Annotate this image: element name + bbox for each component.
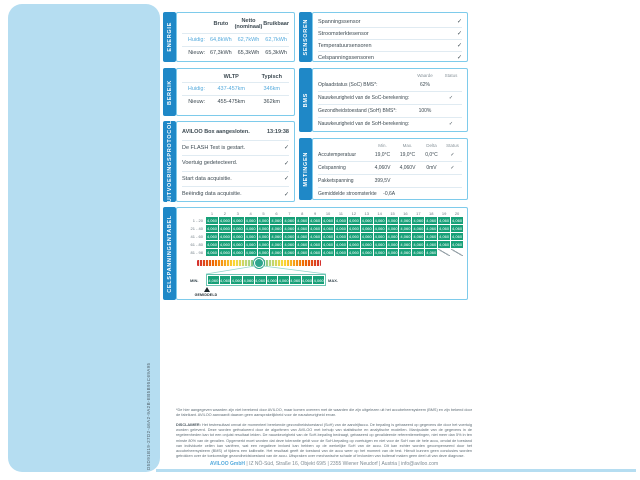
cell-col-header: 17 — [416, 211, 421, 216]
bms-header-row — [318, 72, 462, 79]
check-icon: ✓ — [283, 160, 289, 167]
cell-voltage: 4,060 — [232, 242, 243, 247]
meting-min: 4,060V — [374, 165, 391, 171]
metingen-row — [318, 162, 462, 175]
check-icon: ✓ — [283, 145, 289, 152]
cell-voltage: 4,060 — [206, 234, 217, 239]
sensor-label: Celspanningssensoren — [318, 54, 374, 61]
footer-brand: AVILOO GmbH — [209, 461, 246, 467]
min-label: MIN. — [190, 278, 199, 283]
section-label: BEREIK — [166, 79, 173, 105]
cell-voltage: 4,060 — [245, 250, 256, 255]
cell-voltage: 4,060 — [297, 250, 308, 255]
check-icon: ✓ — [450, 165, 455, 171]
cell-voltage: 4,060 — [374, 226, 385, 231]
cell-voltage: 4,060 — [374, 250, 385, 255]
legend-cell: 4,060 — [266, 277, 277, 283]
section-bar-energie — [163, 12, 176, 62]
cell-voltage: 4,060 — [206, 226, 217, 231]
cell-col-header: 16 — [403, 211, 408, 216]
cell-voltage: 4,060 — [361, 234, 372, 239]
cell-voltage: 4,060 — [439, 218, 450, 223]
cell-voltage: 4,060 — [310, 250, 321, 255]
meting-max: 19,0°C — [399, 152, 416, 158]
cell-col-header: 13 — [364, 211, 369, 216]
col-header: Status — [446, 143, 459, 148]
cell-voltage: 4,060 — [413, 226, 424, 231]
legend-cell: 4,060 — [301, 277, 312, 283]
cell-voltage: 4,060 — [219, 234, 230, 239]
section-bar-protocol — [163, 121, 176, 202]
cell-row-label: 61 - 80 — [190, 242, 203, 247]
cell-col-header: 14 — [377, 211, 382, 216]
meting-min: 399,5V — [374, 178, 391, 184]
energie-header-row — [182, 16, 289, 33]
bms-label: Gezondheidstoestand (SoH) BMS*: — [318, 108, 397, 114]
meting-min: 19,0°C — [374, 152, 391, 158]
cell-voltage: 4,060 — [439, 234, 450, 239]
check-icon: ✓ — [456, 31, 462, 37]
section-label: UITVOERINGSPROTOCOL — [166, 120, 173, 203]
protocol-step: Beëindig data acquisitie. — [182, 191, 242, 198]
cell-voltage: 4,060 — [361, 218, 372, 223]
cell-voltage: 4,060 — [452, 234, 463, 239]
section-bar-sensoren — [299, 12, 312, 62]
energie-card — [176, 12, 295, 62]
cell-col-header: 6 — [275, 211, 278, 216]
row-label: Nieuw: — [188, 99, 205, 106]
cell-voltage: 4,060 — [413, 250, 424, 255]
cell-voltage: 4,060 — [413, 234, 424, 239]
cell-voltage: 4,060 — [258, 250, 269, 255]
cell-voltage: 4,060 — [348, 218, 359, 223]
cell-col-header: 3 — [236, 211, 239, 216]
cell-voltage: 4,060 — [297, 226, 308, 231]
footer — [176, 461, 472, 467]
sensor-row — [318, 16, 462, 28]
cell-voltage: 4,060 — [271, 226, 282, 231]
cell-voltage: 4,060 — [387, 218, 398, 223]
col-header: Min. — [378, 143, 387, 148]
col-header: Typisch — [261, 74, 282, 80]
sensor-label: Temperatuursensoren — [318, 42, 372, 49]
metingen-row — [318, 175, 462, 188]
cell-voltage: 4,060 — [387, 242, 398, 247]
metingen-row — [318, 188, 462, 200]
cell-voltage: 4,060 — [258, 218, 269, 223]
section-bar-metingen — [299, 138, 312, 200]
bereik-card — [176, 68, 295, 116]
cell-voltage: 4,060 — [387, 250, 398, 255]
cell-voltage: 4,060 — [361, 250, 372, 255]
cell-voltage: 4,060 — [335, 226, 346, 231]
value: 65,3kWh — [237, 49, 260, 56]
cell-voltage: 4,060 — [271, 250, 282, 255]
legend-cell: 4,060 — [208, 277, 219, 283]
cell-voltage: 4,060 — [219, 242, 230, 247]
check-icon: ✓ — [456, 43, 462, 49]
cell-voltage-grid — [181, 211, 463, 256]
legend-cell: 4,060 — [243, 277, 254, 283]
cell-voltage: 4,060 — [219, 226, 230, 231]
cell-col-header: 15 — [390, 211, 395, 216]
cell-voltage: 4,060 — [258, 226, 269, 231]
cell-voltage: 4,060 — [426, 226, 437, 231]
protocol-row — [182, 141, 289, 157]
cell-voltage: 4,060 — [297, 218, 308, 223]
section-bar-celtabel — [163, 207, 176, 300]
section-label: METINGEN — [302, 151, 309, 187]
sensor-row — [318, 52, 462, 63]
cell-voltage: 4,060 — [323, 242, 334, 247]
cell-voltage: 4,060 — [400, 250, 411, 255]
bms-label: Oplaadstatus (SoC) BMS*: — [318, 82, 378, 88]
cell-col-header: 18 — [429, 211, 434, 216]
cell-voltage: 4,060 — [284, 234, 295, 239]
cell-voltage: 4,060 — [348, 234, 359, 239]
cell-voltage: 4,060 — [361, 242, 372, 247]
value: 62,7kWh — [237, 36, 260, 43]
protocol-row — [182, 125, 289, 141]
meting-max: 4,060V — [399, 165, 416, 171]
cell-voltage: 4,060 — [284, 242, 295, 247]
cell-voltage: 4,060 — [361, 226, 372, 231]
cell-voltage: 4,060 — [323, 226, 334, 231]
cell-voltage: 4,060 — [400, 242, 411, 247]
cell-voltage: 4,060 — [232, 234, 243, 239]
cell-voltage-card — [176, 207, 468, 300]
value: 437-457km — [217, 86, 246, 93]
legend-cell: 4,060 — [220, 277, 231, 283]
cell-voltage: 4,060 — [232, 226, 243, 231]
sensor-label: Stroomsterktesensor — [318, 30, 369, 37]
average-triangle-icon — [204, 287, 210, 292]
cell-voltage: 4,060 — [452, 226, 463, 231]
cell-voltage: 4,060 — [271, 218, 282, 223]
cell-col-header: 2 — [223, 211, 226, 216]
cell-voltage: 4,060 — [387, 234, 398, 239]
check-icon: ✓ — [456, 19, 462, 25]
energie-row-nieuw — [182, 46, 289, 59]
legend-cell: 4,060 — [255, 277, 266, 283]
col-header: WLTP — [223, 74, 239, 80]
cell-voltage: 4,060 — [219, 218, 230, 223]
sensor-row — [318, 40, 462, 52]
check-icon: ✓ — [450, 152, 455, 158]
cell-col-header: 5 — [262, 211, 265, 216]
report-id: D5D91B19-27D2-46A2-9A2B-EB5B95C69A95 — [146, 362, 151, 470]
cell-voltage: 4,060 — [426, 234, 437, 239]
cell-voltage: 4,060 — [348, 226, 359, 231]
value: 62,7kWh — [265, 36, 287, 43]
sensor-label: Spanningssensor — [318, 18, 361, 25]
metingen-card — [312, 138, 468, 200]
cell-voltage: 4,060 — [258, 242, 269, 247]
cell-col-header: 19 — [441, 211, 447, 216]
cell-voltage: 4,060 — [400, 218, 411, 223]
cell-voltage: 4,060 — [271, 242, 282, 247]
cell-voltage: 4,060 — [297, 242, 308, 247]
cell-row-label: 41 - 60 — [190, 234, 203, 239]
cell-voltage: 4,060 — [258, 234, 269, 239]
grid-corner — [181, 211, 205, 216]
cell-col-header: 9 — [314, 211, 317, 216]
meting-min: -0,6A — [383, 191, 396, 197]
cell-col-header: 1 — [210, 211, 214, 216]
cell-voltage: 4,060 — [413, 242, 424, 247]
meting-label: Accutemperatuur — [318, 152, 357, 158]
cell-voltage: 4,060 — [439, 242, 450, 247]
meting-label: Gemiddelde stroomsterkte — [318, 191, 377, 197]
bms-row — [318, 92, 462, 105]
cell-voltage: 4,060 — [348, 242, 359, 247]
legend-cell: 4,060 — [290, 277, 301, 283]
meting-delta: 0,0°C — [425, 152, 438, 158]
cell-voltage: 4,060 — [245, 226, 256, 231]
cell-voltage: 4,060 — [206, 250, 217, 255]
protocol-step: De FLASH Test is gestart. — [182, 144, 246, 151]
max-label: MAX. — [328, 278, 338, 283]
timestamp: 13:19:38 — [266, 129, 289, 136]
metingen-header-row — [318, 142, 462, 149]
cell-voltage: 4,060 — [297, 234, 308, 239]
bottom-accent-line — [156, 469, 636, 472]
protocol-row — [182, 187, 289, 202]
protocol-step: AVILOO Box aangesloten. — [182, 129, 250, 136]
section-bar-bereik — [163, 68, 176, 116]
check-icon: ✓ — [448, 121, 454, 127]
bms-label: Nauwkeurigheid van de SoC-berekening: — [318, 95, 410, 101]
section-bar-bms — [299, 68, 312, 132]
cell-voltage: 4,060 — [335, 250, 346, 255]
cell-voltage: 4,060 — [323, 250, 334, 255]
bereik-row-huidig — [182, 82, 289, 95]
cell-voltage: 4,060 — [271, 234, 282, 239]
section-label: ENERGIE — [166, 22, 173, 52]
cell-voltage: 4,060 — [245, 242, 256, 247]
legend-strip — [206, 274, 326, 286]
left-accent-band — [8, 4, 160, 472]
cell-voltage: 4,060 — [426, 218, 437, 223]
disclaimer-body: Het testresultaat omvat de momenteel berekende gezondheidstoestand (SoH) van de aandrijfaccu. De bepaling is gebaseerd op gegevens die door het voertuig worden geleverd. Deze worden geëvalueerd door de algoritmen van AVILOO met behulp van statistische en analytische modellen. Manipulatie van de gegevens in de regeleenheden kan tot een onjuist resultaat leiden. De nauwkeurigheid van de SoH-bepaling bedraagt, gebaseerd op gevalideerde referentiemetingen, niet meer dan 5% in ten minste 80% van de gevallen. Opgemerkt moet worden dat deze tolerantie geldt voor de SoH-bepaling op voertuigen en niet voor de SoH van de hele accu, omdat de toestand van individuele cellen kan variëren, wat een negatieve invloed kan hebben op de werkelijke SoH van de accu. Dit kan echter worden gecompenseerd door het accubeheersysteem (BMS) of tijdens een kalibratie. Het resultaat geeft de toestand van de accu weer op het moment van de test. Hieruit kunnen geen conclusies worden getrokken over de toekomstige gezondheidstoestand van de accu. Uitspraken over mechanische schade of invloeden van buitenaf maken geen deel uit van deze diagnose. — [176, 423, 472, 459]
section-label: BMS — [302, 92, 309, 108]
cell-voltage: 4,060 — [374, 218, 385, 223]
col-header: Max. — [402, 143, 413, 148]
section-label: CELSPANNINGENTABEL — [166, 214, 173, 293]
legend-cell: 4,060 — [231, 277, 242, 283]
cell-col-header: 8 — [301, 211, 304, 216]
value: 346km — [263, 86, 281, 93]
bms-row — [318, 118, 462, 130]
cell-voltage: 4,060 — [335, 234, 346, 239]
bms-card — [312, 68, 468, 132]
bms-value: 100% — [418, 108, 432, 114]
cell-voltage: 4,060 — [439, 226, 450, 231]
protocol-row — [182, 172, 289, 188]
cell-voltage: 4,060 — [323, 234, 334, 239]
bms-label: Nauwkeurigheid van de SoH-berekening: — [318, 121, 410, 127]
row-label: Huidig: — [187, 36, 205, 43]
value: 65,3kWh — [265, 49, 287, 56]
value: 67,3kWh — [209, 49, 232, 56]
cell-voltage: 4,060 — [348, 250, 359, 255]
cell-voltage: 4,060 — [284, 226, 295, 231]
legend-cell: 4,060 — [313, 277, 324, 283]
cell-voltage: 4,060 — [400, 234, 411, 239]
cell-col-header: 12 — [351, 211, 357, 216]
cell-empty — [438, 249, 450, 256]
cell-voltage: 4,060 — [335, 218, 346, 223]
row-label: Nieuw: — [188, 49, 205, 56]
col-header: Bruto — [213, 21, 229, 28]
cell-voltage: 4,060 — [413, 218, 424, 223]
sensoren-card — [312, 12, 468, 62]
check-icon: ✓ — [456, 55, 462, 61]
cell-voltage: 4,060 — [310, 242, 321, 247]
meting-label: Pakketspanning — [318, 178, 354, 184]
sensor-row — [318, 28, 462, 40]
cell-voltage: 4,060 — [232, 218, 243, 223]
cell-voltage: 4,060 — [232, 250, 243, 255]
cell-row-label: 21 - 40 — [190, 226, 203, 231]
energie-row-huidig — [182, 33, 289, 46]
protocol-step: Voertuig gedetecteerd. — [182, 160, 238, 167]
cell-col-header: 4 — [249, 211, 252, 216]
bms-row — [318, 105, 462, 118]
bereik-row-nieuw — [182, 95, 289, 108]
cell-voltage: 4,060 — [426, 242, 437, 247]
cell-voltage: 4,060 — [206, 218, 217, 223]
col-header: Bruikbaar — [263, 21, 289, 28]
check-icon: ✓ — [448, 95, 454, 101]
meting-delta: 0mV — [426, 165, 437, 171]
protocol-row — [182, 156, 289, 172]
value: 455-475km — [217, 99, 246, 106]
disclaimer-label: DISCLAIMER: — [176, 423, 201, 427]
cell-col-header: 11 — [338, 211, 344, 216]
col-header: Delta — [426, 143, 437, 148]
footnote-text: *De hier aangegeven waarden zijn niet berekend door AVILOO, maar komen overeen met de waarden die zijn uitgelezen uit het accubeheersysteem (BMS) en zijn bekend door de fabrikant. AVILOO aanvaardt daarom geen aansprakelijkheid voor de nauwkeurigheid ervan. — [176, 408, 472, 418]
cell-voltage: 4,060 — [374, 234, 385, 239]
cell-voltage: 4,060 — [452, 218, 463, 223]
cell-voltage: 4,060 — [310, 234, 321, 239]
cell-voltage: 4,060 — [452, 242, 463, 247]
disclaimer-text — [176, 423, 472, 460]
average-label: GEMIDDELD — [194, 293, 218, 297]
bms-value: 62% — [419, 82, 430, 88]
cell-voltage: 4,060 — [245, 234, 256, 239]
cell-col-header: 10 — [325, 211, 331, 216]
check-icon: ✓ — [283, 191, 289, 198]
cell-col-header: 20 — [454, 211, 460, 216]
cell-voltage: 4,060 — [219, 250, 230, 255]
cell-voltage: 4,060 — [400, 226, 411, 231]
cell-voltage: 4,060 — [284, 218, 295, 223]
check-icon: ✓ — [283, 176, 289, 183]
cell-voltage: 4,060 — [374, 242, 385, 247]
protocol-card — [176, 121, 295, 202]
cell-voltage: 4,060 — [245, 218, 256, 223]
cell-voltage: 4,060 — [284, 250, 295, 255]
cell-voltage: 4,060 — [310, 226, 321, 231]
col-header: Netto (nominaal) — [234, 18, 263, 31]
bms-row — [318, 79, 462, 92]
col-header: Waarde — [417, 73, 433, 78]
cell-row-label: 81 - 98 — [190, 250, 203, 255]
col-header: Status — [444, 73, 458, 78]
section-label: SENSOREN — [302, 18, 309, 56]
metingen-row — [318, 149, 462, 162]
cell-empty — [451, 249, 463, 256]
cell-voltage: 4,060 — [426, 250, 437, 255]
meting-label: Celspanning — [318, 165, 346, 171]
value: 362km — [263, 99, 281, 106]
cell-voltage: 4,060 — [335, 242, 346, 247]
protocol-step: Start data acquisitie. — [182, 175, 232, 182]
value: 64,8kWh — [209, 36, 232, 43]
cell-col-header: 7 — [288, 211, 291, 216]
legend-cell: 4,060 — [278, 277, 289, 283]
cell-voltage: 4,060 — [310, 218, 321, 223]
cell-row-label: 1 - 20 — [192, 218, 203, 223]
row-label: Huidig: — [187, 86, 205, 93]
cell-voltage: 4,060 — [206, 242, 217, 247]
cell-voltage: 4,060 — [323, 218, 334, 223]
cell-voltage: 4,060 — [387, 226, 398, 231]
footer-address: | IZ NÖ-Süd, Straße 16, Objekt 69/5 | 2355 Wiener Neudorf | Austria | info@aviloo.com — [245, 461, 439, 467]
bereik-header-row — [182, 72, 289, 82]
